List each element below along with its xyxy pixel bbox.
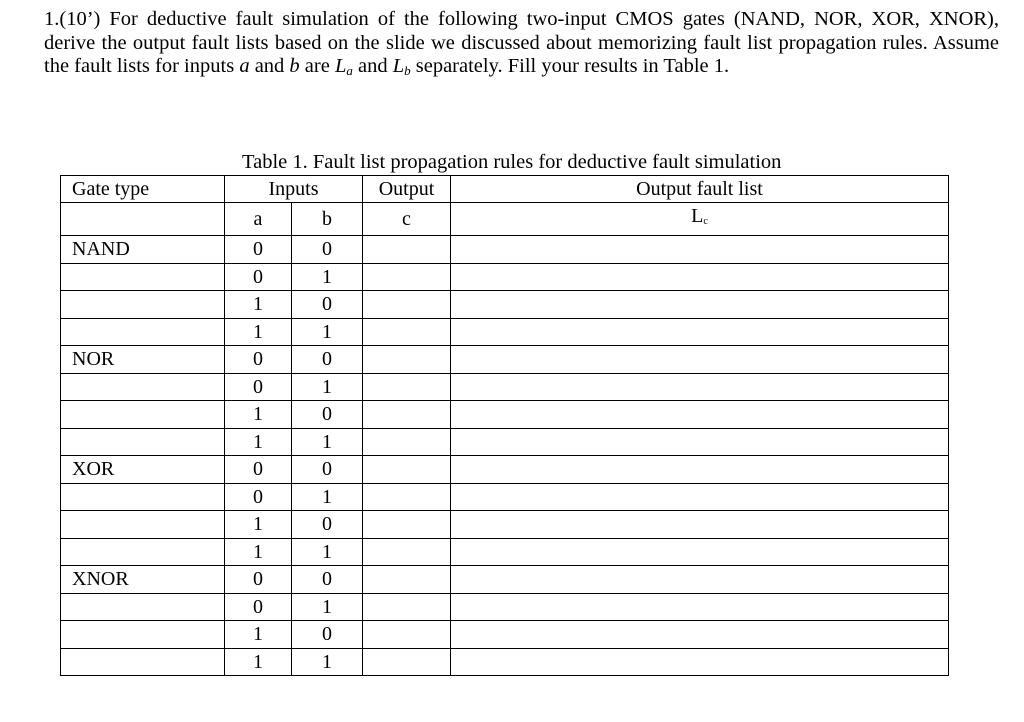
list-lb: $L_b$ xyxy=(392,55,411,78)
table-row xyxy=(61,483,949,511)
table-caption: Table 1. Fault list propagation rules for deductive fault simulation xyxy=(242,151,782,173)
cell-gate-type xyxy=(61,538,225,566)
subheader-a: a xyxy=(225,203,292,236)
cell-input-b: 1 xyxy=(292,538,363,566)
header-inputs: Inputs xyxy=(225,176,363,203)
cell-input-a: 0 xyxy=(225,593,292,621)
cell-input-b: 0 xyxy=(292,511,363,539)
cell-input-b: 0 xyxy=(292,236,363,264)
cell-input-b: 0 xyxy=(292,291,363,319)
cell-output-c[interactable] xyxy=(363,456,451,484)
subheader-c: c xyxy=(363,203,451,236)
cell-input-b: 0 xyxy=(292,346,363,374)
cell-input-b: 1 xyxy=(292,263,363,291)
cell-input-a: 0 xyxy=(225,566,292,594)
question-number: 1.(10’) xyxy=(44,8,101,30)
cell-output-fault-list[interactable] xyxy=(451,318,949,346)
table-row xyxy=(61,648,949,676)
cell-input-b: 1 xyxy=(292,593,363,621)
table-row xyxy=(61,511,949,539)
cell-output-fault-list[interactable] xyxy=(451,648,949,676)
list-la: $L_a$ xyxy=(334,55,353,78)
cell-output-fault-list[interactable] xyxy=(451,291,949,319)
cell-output-c[interactable] xyxy=(363,291,451,319)
cell-input-b: 1 xyxy=(292,373,363,401)
cell-input-a: 1 xyxy=(225,538,292,566)
table-row xyxy=(61,456,949,484)
cell-output-fault-list[interactable] xyxy=(451,346,949,374)
cell-output-c[interactable] xyxy=(363,401,451,429)
table-row xyxy=(61,566,949,594)
table-row xyxy=(61,538,949,566)
cell-input-a: 0 xyxy=(225,483,292,511)
cell-output-c[interactable] xyxy=(363,236,451,264)
cell-input-b: 0 xyxy=(292,621,363,649)
cell-gate-type xyxy=(61,263,225,291)
cell-gate-type: NAND xyxy=(61,236,225,264)
cell-input-a: 0 xyxy=(225,456,292,484)
cell-output-c[interactable] xyxy=(363,346,451,374)
cell-output-c[interactable] xyxy=(363,621,451,649)
cell-output-c[interactable] xyxy=(363,566,451,594)
cell-input-a: 1 xyxy=(225,318,292,346)
cell-output-fault-list[interactable] xyxy=(451,593,949,621)
cell-input-b: 1 xyxy=(292,483,363,511)
cell-input-b: 0 xyxy=(292,456,363,484)
table-row xyxy=(61,346,949,374)
cell-input-a: 1 xyxy=(225,511,292,539)
subheader-row xyxy=(61,203,949,236)
cell-output-fault-list[interactable] xyxy=(451,511,949,539)
table-row xyxy=(61,318,949,346)
cell-output-c[interactable] xyxy=(363,593,451,621)
cell-input-b: 1 xyxy=(292,318,363,346)
subheader-b: b xyxy=(292,203,363,236)
question-text: 1.(10’) For deductive fault simulation of the following two-input CMOS gates (NAND, NOR, XOR, XNOR), derive the output fault lists based on the slide we discussed about memorizing fault list propagation rules. Assume the fault lists for inputs a and b are $L_a$ and $L_b$ separately. Fill your results in Table 1. xyxy=(44,8,1000,78)
cell-output-c[interactable] xyxy=(363,373,451,401)
cell-input-a: 0 xyxy=(225,263,292,291)
cell-gate-type xyxy=(61,621,225,649)
cell-output-fault-list[interactable] xyxy=(451,566,949,594)
cell-input-b: 1 xyxy=(292,648,363,676)
cell-input-a: 1 xyxy=(225,621,292,649)
cell-output-fault-list[interactable] xyxy=(451,621,949,649)
cell-output-fault-list[interactable] xyxy=(451,456,949,484)
cell-output-fault-list[interactable] xyxy=(451,428,949,456)
table-row xyxy=(61,621,949,649)
subheader-gate-empty xyxy=(61,203,225,236)
table-row xyxy=(61,263,949,291)
cell-gate-type xyxy=(61,483,225,511)
table-row xyxy=(61,291,949,319)
cell-input-a: 1 xyxy=(225,428,292,456)
cell-gate-type: XOR xyxy=(61,456,225,484)
var-a: a xyxy=(239,55,250,77)
cell-gate-type xyxy=(61,318,225,346)
cell-input-a: 0 xyxy=(225,236,292,264)
cell-input-a: 0 xyxy=(225,346,292,374)
table-row xyxy=(61,401,949,429)
cell-gate-type xyxy=(61,593,225,621)
table-row xyxy=(61,236,949,264)
cell-output-c[interactable] xyxy=(363,538,451,566)
cell-input-a: 1 xyxy=(225,648,292,676)
var-b: b xyxy=(289,55,300,77)
table-row xyxy=(61,428,949,456)
header-gate-type: Gate type xyxy=(61,176,225,203)
cell-output-c[interactable] xyxy=(363,428,451,456)
cell-output-c[interactable] xyxy=(363,318,451,346)
cell-gate-type xyxy=(61,373,225,401)
cell-input-b: 0 xyxy=(292,401,363,429)
cell-gate-type: NOR xyxy=(61,346,225,374)
table-row xyxy=(61,373,949,401)
cell-gate-type xyxy=(61,401,225,429)
cell-input-b: 0 xyxy=(292,566,363,594)
cell-gate-type: XNOR xyxy=(61,566,225,594)
fault-list-table xyxy=(60,175,949,676)
cell-output-fault-list[interactable] xyxy=(451,401,949,429)
cell-input-a: 1 xyxy=(225,401,292,429)
cell-output-fault-list[interactable] xyxy=(451,236,949,264)
cell-input-b: 1 xyxy=(292,428,363,456)
cell-gate-type xyxy=(61,428,225,456)
header-output: Output xyxy=(363,176,451,203)
cell-input-a: 1 xyxy=(225,291,292,319)
cell-output-c[interactable] xyxy=(363,648,451,676)
cell-output-c[interactable] xyxy=(363,263,451,291)
cell-output-fault-list[interactable] xyxy=(451,538,949,566)
cell-gate-type xyxy=(61,648,225,676)
table-row xyxy=(61,593,949,621)
cell-output-fault-list[interactable] xyxy=(451,483,949,511)
cell-output-c[interactable] xyxy=(363,483,451,511)
cell-gate-type xyxy=(61,291,225,319)
cell-output-fault-list[interactable] xyxy=(451,263,949,291)
header-fault-list: Output fault list xyxy=(451,176,949,203)
cell-output-fault-list[interactable] xyxy=(451,373,949,401)
cell-output-c[interactable] xyxy=(363,511,451,539)
cell-gate-type xyxy=(61,511,225,539)
cell-input-a: 0 xyxy=(225,373,292,401)
subheader-lc: Lc xyxy=(451,203,949,236)
header-row xyxy=(61,176,949,203)
